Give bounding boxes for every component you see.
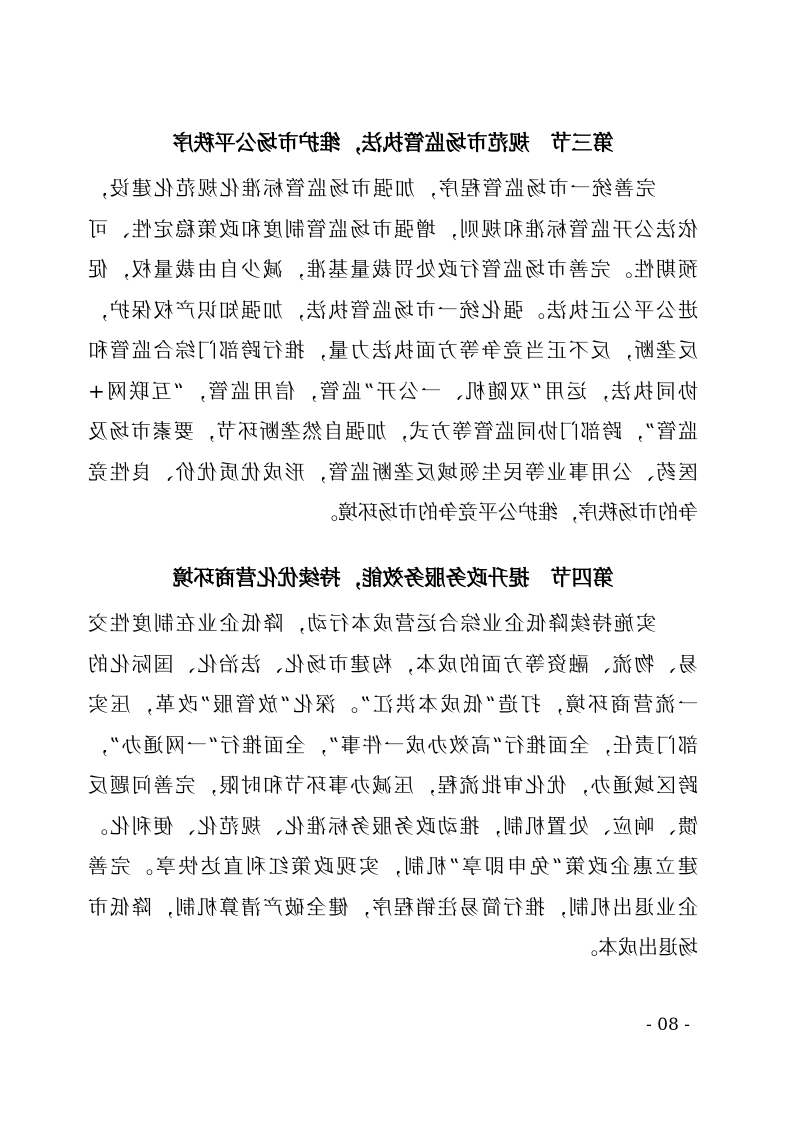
paragraph-line: 场退出成本。 — [578, 935, 698, 959]
section-3 — [88, 128, 698, 533]
paragraph-line: 易、物流、融资等方面的成本，构建市场化、法治化、国际化的 — [88, 651, 698, 676]
paragraph-line: 依法公开监管标准和规则，增强市场监管制度和政策稳定性、可 — [88, 216, 698, 241]
paragraph-line: 企业退出机制，推行简易注销程序，健全破产清算机制，降低市 — [88, 894, 698, 919]
paragraph-line: 部门责任，全面推行“高效办成一件事”，全面推行“一网通办”， — [88, 732, 698, 757]
page-number: - 80 - — [646, 1015, 690, 1035]
paragraph-line: 医药、公用事业等民生领域反垄断监管，形成优质优价、良性竞 — [88, 459, 698, 484]
paragraph-line: 跨区域通办，优化审批流程，压减办事环节和时限，完善问题反 — [88, 773, 698, 797]
paragraph-line: 馈、响应、处置机制，推动政务服务标准化、规范化、便利化。 — [88, 813, 698, 838]
section-heading: 第三节 规范市场监管执法，维护市场公平秩序 — [172, 130, 614, 155]
paragraph-line: 监管”，跨部门协同监管等方式，加强自然垄断环节，要素市场及 — [88, 419, 698, 443]
paragraph-line: 一流营商环境，打造“低成本洪江”。深化“放管服”改革，压实 — [88, 692, 698, 716]
paragraph-line: 争的市场秩序，维护公平竞争的市场环境。 — [318, 500, 698, 524]
paragraph-line: 预期性。完善市场监管行政处罚裁量基准，减少自由裁量权，促 — [88, 257, 698, 281]
section-heading: 第四节 提升政务服务效能，持续优化营商环境 — [172, 565, 614, 590]
paragraph-line: 建立惠企政策“免申即享”机制，实现政策红利直达快享。完善 — [88, 854, 698, 878]
paragraph-line: 进公平公正执法。强化统一市场监管执法，加强知识产权保护， — [88, 297, 698, 322]
paragraph-line: 实施持续降低企业综合运营成本行动，降低企业在制度性交 — [88, 611, 656, 635]
paragraph-line: 完善统一市场监管程序，加强市场监管标准化规范化建设， — [88, 176, 656, 200]
section-4 — [88, 563, 698, 968]
paragraph-line: 反垄断，反不正当竞争等方面执法力量，推行跨部门综合监管和 — [88, 338, 698, 362]
paragraph-line: 协同执法，运用“双随机、一公开”监管，信用监管，“互联网+ — [88, 378, 698, 403]
